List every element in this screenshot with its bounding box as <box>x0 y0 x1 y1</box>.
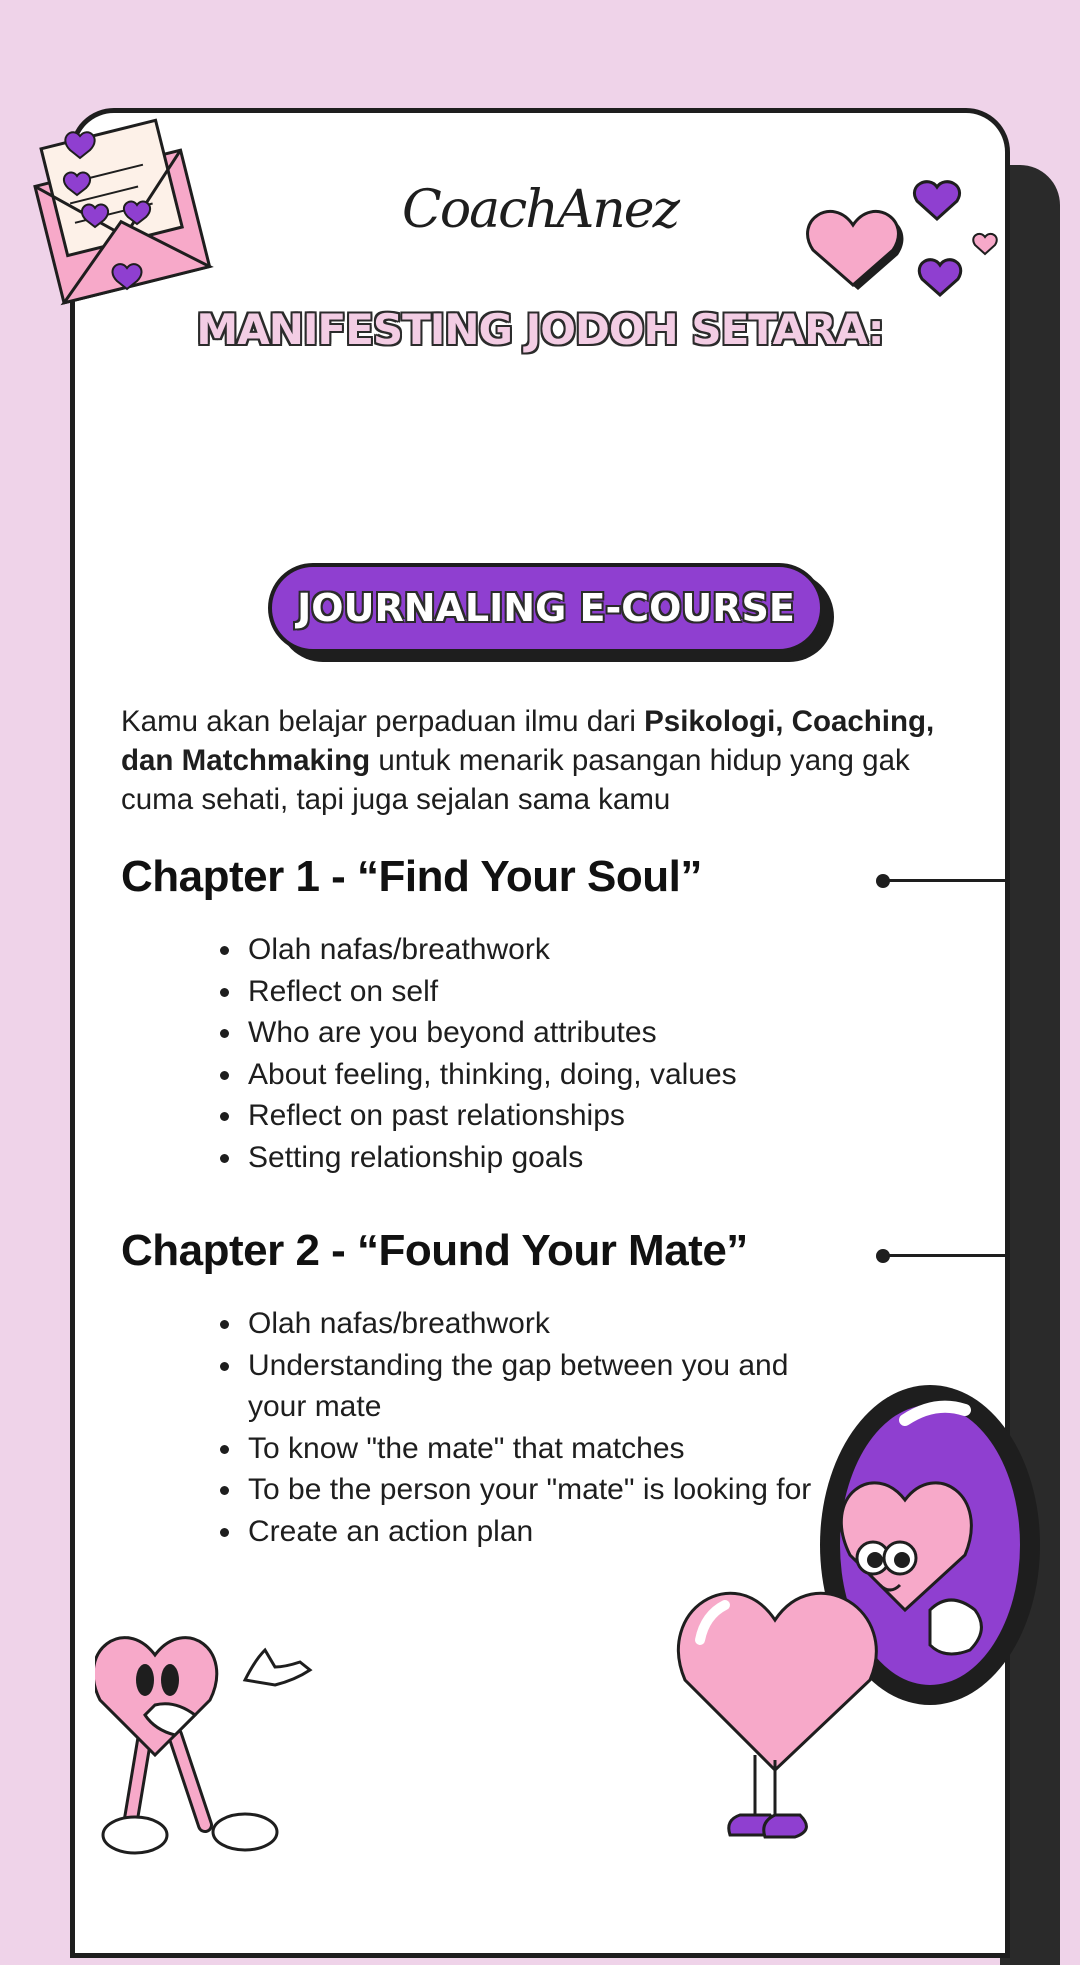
list-item: • Setting relationship goals <box>244 1137 737 1179</box>
chapter-1-title: Chapter 1 - “Find Your Soul” <box>121 852 702 901</box>
chapter-1-list <box>206 929 737 1178</box>
chapter-1-connector-line <box>884 879 1010 882</box>
list-item: • Olah nafas/breathwork <box>244 929 737 971</box>
list-item: • To know "the mate" that matches <box>244 1428 844 1470</box>
love-letter-icon <box>15 108 215 308</box>
list-item: • About feeling, thinking, doing, values <box>244 1054 737 1096</box>
list-item: • Who are you beyond attributes <box>244 1012 737 1054</box>
list-item: • Create an action plan <box>244 1511 844 1553</box>
chapter-2-title: Chapter 2 - “Found Your Mate” <box>121 1226 748 1275</box>
page-title: MANIFESTING JODOH SETARA: <box>196 305 884 354</box>
intro-text-end: untuk menarik pasangan hidup yang gak cuma sehati, tapi juga sejalan sama kamu <box>121 744 910 816</box>
course-badge: JOURNALING E-COURSE <box>268 563 824 653</box>
heart-character-pointing-icon <box>95 1625 335 1865</box>
list-item: • Olah nafas/breathwork <box>244 1303 844 1345</box>
intro-text-start: Kamu akan belajar perpaduan ilmu dari <box>121 705 645 738</box>
list-item: • Reflect on self <box>244 971 737 1013</box>
list-item: • Reflect on past relationships <box>244 1095 737 1137</box>
chapter-2-connector-line <box>884 1254 1010 1257</box>
list-item: • To be the person your "mate" is looking for <box>244 1469 844 1511</box>
intro-text-bold: Psikologi, Coaching, dan Matchmaking <box>121 705 935 777</box>
coach-anez-logo: CoachAnez <box>402 180 678 240</box>
hearts-cluster-icon <box>800 175 1010 325</box>
heart-character-mirror-icon <box>675 1370 1040 1860</box>
intro-paragraph <box>121 702 981 819</box>
list-item: • Understanding the gap between you and your mate <box>244 1345 844 1428</box>
